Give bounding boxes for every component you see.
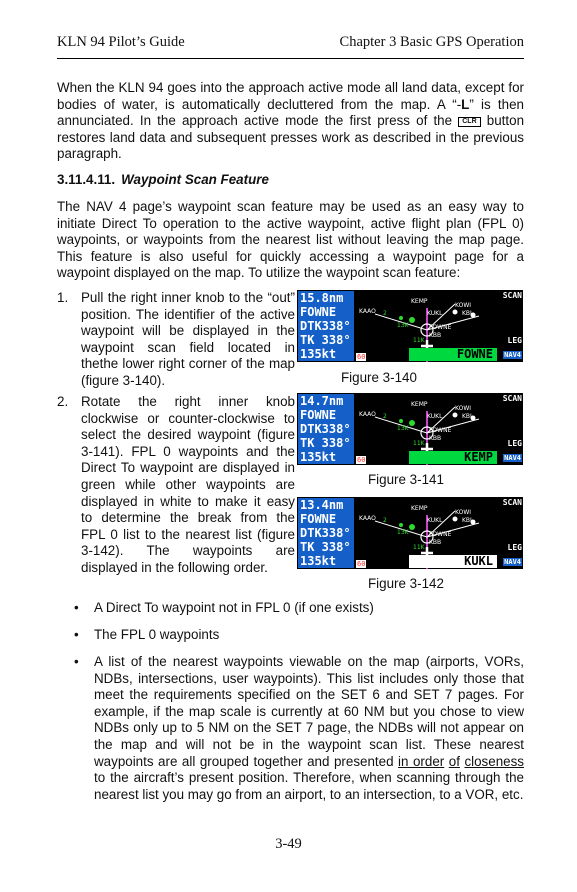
distance-readout: 15.8nm bbox=[298, 291, 354, 305]
map-scale: 60 bbox=[357, 560, 366, 568]
nav-data-panel bbox=[297, 497, 355, 569]
nav-data-panel bbox=[297, 290, 355, 362]
gps-screen-1 bbox=[297, 290, 523, 362]
map-scale: 60 bbox=[357, 456, 366, 464]
figure-caption: Figure 3-140 bbox=[341, 370, 417, 385]
waypoint-readout: FOWNE bbox=[298, 305, 354, 319]
bullet-icon: • bbox=[74, 627, 79, 642]
figure-caption: Figure 3-142 bbox=[368, 576, 444, 591]
leg-annunciator: LEG bbox=[507, 439, 522, 448]
gps-screen-3 bbox=[297, 497, 523, 569]
header-right: Chapter 3 Basic GPS Operation bbox=[339, 34, 524, 50]
waypoint-readout: FOWNE bbox=[298, 408, 354, 422]
gps-screen-2 bbox=[297, 393, 523, 465]
header-left: KLN 94 Pilot’s Guide bbox=[57, 34, 185, 50]
leg-annunciator: LEG bbox=[507, 336, 522, 345]
scan-annunciator: SCAN bbox=[502, 291, 522, 300]
moving-map: KAAO KEMP KUKL KOWI KBI FOWNE KBB 13K 11K 2 bbox=[355, 393, 497, 465]
clr-key-icon: CLR bbox=[458, 117, 480, 127]
side-annunciators bbox=[497, 393, 523, 465]
groundspeed-readout: 135kt bbox=[298, 450, 354, 464]
section-heading bbox=[57, 172, 524, 187]
step-2-text: Rotate the right inner knob clockwise or counter-clockwise to select the desired waypoint (figure 3-141). FPL 0 waypoints and the Direct To waypoint are displayed in green while other waypoints are displayed in white to make it easy to determine the break from the FPL 0 list to the nearest list (figure 3-142). The waypoints are displayed in the following order. bbox=[81, 394, 295, 575]
nav-page-annunciator: NAV4 bbox=[504, 558, 521, 566]
tk-readout: TK 338° bbox=[298, 436, 354, 450]
distance-readout: 14.7nm bbox=[298, 394, 354, 408]
tk-readout: TK 338° bbox=[298, 540, 354, 554]
distance-readout: 13.4nm bbox=[298, 498, 354, 512]
page-header bbox=[57, 34, 524, 56]
dtk-readout: DTK338° bbox=[298, 526, 354, 540]
waypoint-readout: FOWNE bbox=[298, 512, 354, 526]
nav-data-panel bbox=[297, 393, 355, 465]
moving-map: KAAO KEMP KUKL KOWI KBI FOWNE KBB 13K 11K 2 bbox=[355, 497, 497, 569]
side-annunciators bbox=[497, 290, 523, 362]
side-annunciators bbox=[497, 497, 523, 569]
groundspeed-readout: 135kt bbox=[298, 554, 354, 568]
header-rule bbox=[57, 58, 524, 59]
section-number: 3.11.4.11. bbox=[57, 172, 116, 187]
scan-annunciator: SCAN bbox=[502, 498, 522, 507]
moving-map: KAAO KEMP KUKL KOWI KBI FOWNE KBB 13K 11K 2 bbox=[355, 290, 497, 362]
tk-readout: TK 338° bbox=[298, 333, 354, 347]
dtk-readout: DTK338° bbox=[298, 422, 354, 436]
dtk-readout: DTK338° bbox=[298, 319, 354, 333]
waypoint-scan-field: KUKL bbox=[409, 555, 497, 568]
nav-page-annunciator: NAV4 bbox=[504, 454, 521, 462]
section-title: Waypoint Scan Feature bbox=[121, 172, 269, 187]
leg-annunciator: LEG bbox=[507, 543, 522, 552]
section-intro: The NAV 4 page’s waypoint scan feature may be used as an easy way to initiate Direct To operation to the active waypoint, active flight plan (FPL 0) waypoints, or waypoints from the nearest list without leaving the map page. This feature is also useful for quickly accessing a waypoint page for a waypoint displayed on the map. To utilize the waypoint scan feature: bbox=[57, 199, 524, 281]
scan-annunciator: SCAN bbox=[502, 394, 522, 403]
groundspeed-readout: 135kt bbox=[298, 347, 354, 361]
bullet-icon: • bbox=[74, 600, 79, 615]
bullet-icon: • bbox=[74, 654, 79, 669]
nav-page-annunciator: NAV4 bbox=[504, 351, 521, 359]
waypoint-scan-field: FOWNE bbox=[409, 348, 497, 361]
page-number: 3-49 bbox=[275, 836, 302, 852]
waypoint-scan-field: KEMP bbox=[409, 451, 497, 464]
map-scale: 60 bbox=[357, 353, 366, 361]
step-1-text: Pull the right inner knob to the “out” position. The identifier of the active waypoint will be displayed in the waypoint scan field located in thethe lower right corner of the map (figure 3-140). bbox=[81, 290, 295, 388]
figure-caption: Figure 3-141 bbox=[368, 472, 444, 487]
intro-paragraph: When the KLN 94 goes into the approach active mode all land data, except for bodies of water, is automatically decluttered from the map. A “-L” is then annunciated. In the approach active mode the first press of the CLR button restores land data and subsequent presses work as described in the previous paragraph. bbox=[57, 80, 525, 162]
